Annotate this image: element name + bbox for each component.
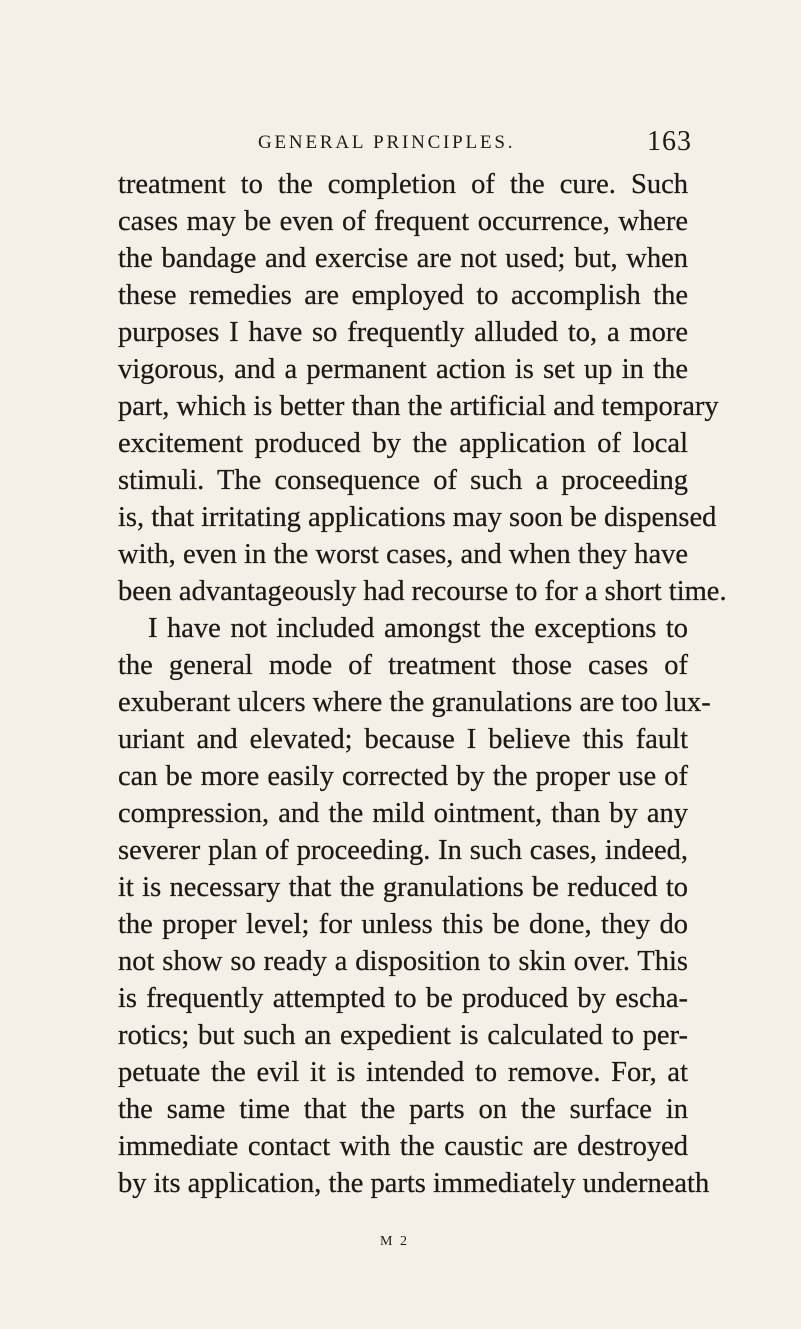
- signature-mark: M 2: [380, 1234, 409, 1249]
- text-line: treatment to the completion of the cure. Such: [118, 169, 688, 200]
- text-line: not show so ready a disposition to skin over. This: [118, 946, 688, 977]
- text-line: these remedies are employed to accomplish the: [118, 280, 688, 311]
- text-line: the proper level; for unless this be done, they do: [118, 909, 688, 940]
- text-line: compression, and the mild ointment, than by any: [118, 798, 688, 829]
- text-line: part, which is better than the artificial and temporary: [118, 391, 719, 422]
- text-line: exuberant ulcers where the granulations are too lux-: [118, 687, 711, 718]
- text-line: is frequently attempted to be produced by escha-: [118, 983, 688, 1014]
- text-line: it is necessary that the granulations be reduced to: [118, 872, 688, 903]
- text-line: purposes I have so frequently alluded to, a more: [118, 317, 688, 348]
- text-line: I have not included amongst the exceptions to: [148, 613, 688, 644]
- text-line: the same time that the parts on the surface in: [118, 1094, 688, 1125]
- page-number: 163: [647, 126, 692, 157]
- text-line: can be more easily corrected by the proper use of: [118, 761, 688, 792]
- text-line: uriant and elevated; because I believe this fault: [118, 724, 688, 755]
- text-line: with, even in the worst cases, and when they have: [118, 539, 688, 570]
- text-line: by its application, the parts immediately underneath: [118, 1168, 710, 1199]
- text-line: been advantageously had recourse to for a short time.: [118, 576, 727, 607]
- text-line: excitement produced by the application of local: [118, 428, 688, 459]
- text-line: rotics; but such an expedient is calculated to per-: [118, 1020, 688, 1051]
- running-title: GENERAL PRINCIPLES.: [258, 132, 516, 153]
- text-line: stimuli. The consequence of such a proceeding: [118, 465, 688, 496]
- text-line: is, that irritating applications may soon be dispensed: [118, 502, 717, 533]
- text-line: severer plan of proceeding. In such cases, indeed,: [118, 835, 688, 866]
- text-line: the general mode of treatment those cases of: [118, 650, 688, 681]
- text-line: petuate the evil it is intended to remove. For, at: [118, 1057, 688, 1088]
- text-line: cases may be even of frequent occurrence, where: [118, 206, 688, 237]
- text-line: the bandage and exercise are not used; but, when: [118, 243, 688, 274]
- text-line: vigorous, and a permanent action is set up in the: [118, 354, 688, 385]
- text-line: immediate contact with the caustic are destroyed: [118, 1131, 688, 1162]
